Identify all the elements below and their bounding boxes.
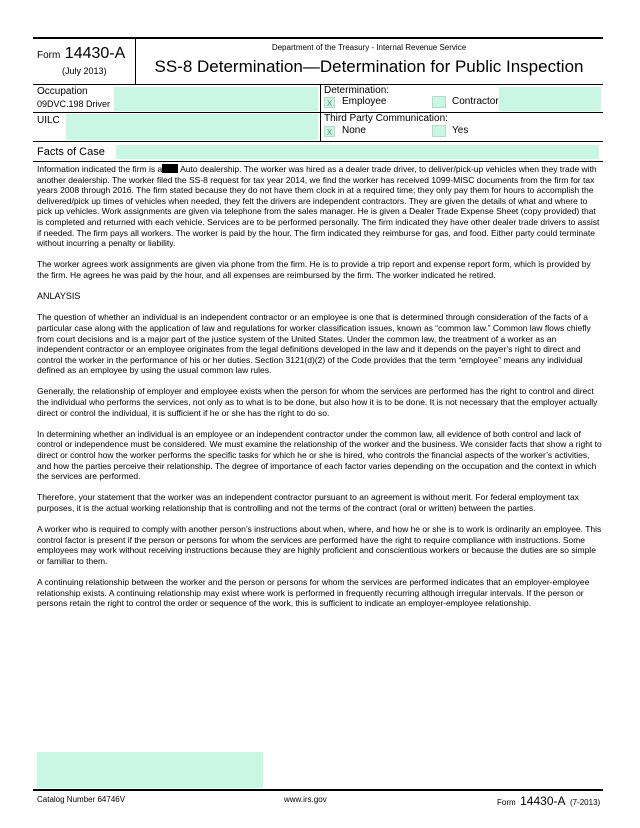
footer-form-number: 14430-A <box>520 794 566 808</box>
page-title: SS-8 Determination—Determination for Public Inspection <box>154 57 584 76</box>
row-divider <box>33 112 603 113</box>
middle-divider <box>320 85 321 141</box>
uilc-label: UILC <box>37 115 60 126</box>
form-number-block <box>37 45 133 63</box>
header-divider <box>135 38 136 84</box>
occupation-input[interactable] <box>114 87 318 111</box>
catalog-number: Catalog Number 64746V <box>37 795 126 804</box>
analysis-paragraph-1: The question of whether an individual is an independent contractor or an employee is one that is determined through consideration of the facts of a particular case along with the application of law and regulations for worker classification issues, known as “common law.” Common law flows chiefly from court decisions and is a major part of the justice system of the United States. Under the common law, the treatment of a worker as an independent contractor or an employee originates from the legal definitions developed in the law and it depends on the payer’s right to direct and control the worker in the performance of his or her duties. Section 3121(d)(2) of the Code provides that the term “employee” means any individual defined as an employee by using the usual common law rules. <box>37 312 591 376</box>
facts-paragraph-2: The worker agrees work assignments are given via phone from the firm. He is to provide a trip report and expense report form, which is provided by the firm. He agrees he was paid by the hour, and all expenses are reimbursed by the firm. The worker indicated he retired. <box>37 259 591 280</box>
yes-checkbox[interactable] <box>432 125 446 137</box>
form-prefix: Form <box>37 50 61 61</box>
uilc-input[interactable] <box>66 114 318 140</box>
yes-label: Yes <box>452 125 469 136</box>
facts-body <box>37 164 603 620</box>
analysis-heading: ANLAYSIS <box>37 291 81 302</box>
contractor-checkbox[interactable] <box>432 96 446 108</box>
bottom-fill[interactable] <box>37 752 263 788</box>
agency-name: Department of the Treasury - Internal Revenue Service <box>271 43 467 52</box>
employee-checkbox[interactable]: X <box>324 97 335 108</box>
footer-rule <box>33 789 603 791</box>
header-bottom-rule <box>33 84 603 85</box>
employee-label: Employee <box>342 96 387 107</box>
analysis-paragraph-2: Generally, the relationship of employer and employee exists when the person for whom the services are performed has the right to control and direct the individual who performs the services, not only as to what is to be done, but also how it is to be done. It is not necessary that the employer actually direct or control the individual, it is sufficient if he or she has the right to do so. <box>37 386 598 418</box>
determination-fill[interactable] <box>499 87 601 111</box>
facts-paragraph-1: Information indicated the firm is a Auto dealership. The worker was hired as a dealer trade driver, to deliver/pick-up vehicles when they trade with another dealership. The worker filed the SS-8 request for tax year 2014, we find the worker has received 1099-MISC documents from the firm for tax years 2008 through 2016. The firm stated because they do not have them clock in at a required time; they only pay them for hours to accomplish the delivered/pick up times of vehicles when needed, they felt the drivers are independent contractors. They are given the details of what and where to pick up vehicles. Work assignments are given via telephone from the sales manager. He is given a Dealer Trade Expense Sheet (copy provided) that is completed and returned with each vehicle. Services are to be performed personally. The firm indicated they have other dealer trade drivers to assist if needed. The firm pays all workers. The worker is paid by the hour. The firm indicated they reimburse for gas, and food. Either party could terminate without incurring a penalty or liability. <box>37 164 600 249</box>
form-number: 14430-A <box>64 45 126 62</box>
analysis-paragraph-3: In determining whether an individual is an employee or an independent contractor under the common law, all evidence of both control and lack of control or independence must be considered. We must examine the relationship of the worker and the business. We consider facts that show a right to direct or control how the worker performs the specific tasks for which he or she is hired, who controls the financial aspects of the worker’s activities, and how the parties perceive their relationship. The degree of importance of each factor varies depending on the occupation and the context in which the services are performed. <box>37 428 602 482</box>
footer-form-prefix: Form <box>497 798 516 807</box>
analysis-paragraph-5: A worker who is required to comply with another person’s instructions about when, where, and how he or she is to work is ordinarily an employee. This control factor is present if the person or persons for whom the services are performed have the right to require compliance with instructions. Some employees may work without receiving instructions because they are highly proficient and conscientious workers or because the duties are so simple or familiar to them. <box>37 524 602 566</box>
occupation-value: 09DVC.198 Driver <box>37 99 111 109</box>
facts-heading-fill <box>116 145 599 159</box>
footer-form-date: (7-2013) <box>569 798 601 807</box>
facts-heading: Facts of Case <box>37 146 105 158</box>
row-divider-2 <box>33 141 603 142</box>
footer-form-id <box>497 792 603 810</box>
contractor-label: Contractor <box>452 96 499 107</box>
website: www.irs.gov <box>284 795 327 804</box>
third-party-label: Third Party Communication: <box>324 113 448 124</box>
none-checkbox[interactable]: X <box>324 126 335 137</box>
facts-rule <box>33 161 603 162</box>
analysis-paragraph-6: A continuing relationship between the worker and the person or persons for whom the services are performed indicates that an employer-employee relationship exists. A continuing relationship may exist where work is performed in frequently recurring although irregular intervals. If the person or persons retain the right to control the order or sequence of the work, this is sufficient to indicate an employer-employee relationship. <box>37 577 590 609</box>
analysis-paragraph-4: Therefore, your statement that the worker was an independent contractor pursuant to an agreement is without merit. For federal employment tax purposes, it is the actual working relationship that is controlling and not the terms of the contract (oral or written) between the parties. <box>37 492 579 513</box>
top-rule <box>33 37 603 39</box>
redaction-box <box>162 164 178 173</box>
determination-label: Determination: <box>324 85 390 96</box>
form-date: (July 2013) <box>62 66 107 76</box>
occupation-label: Occupation <box>37 86 88 97</box>
none-label: None <box>342 125 366 136</box>
